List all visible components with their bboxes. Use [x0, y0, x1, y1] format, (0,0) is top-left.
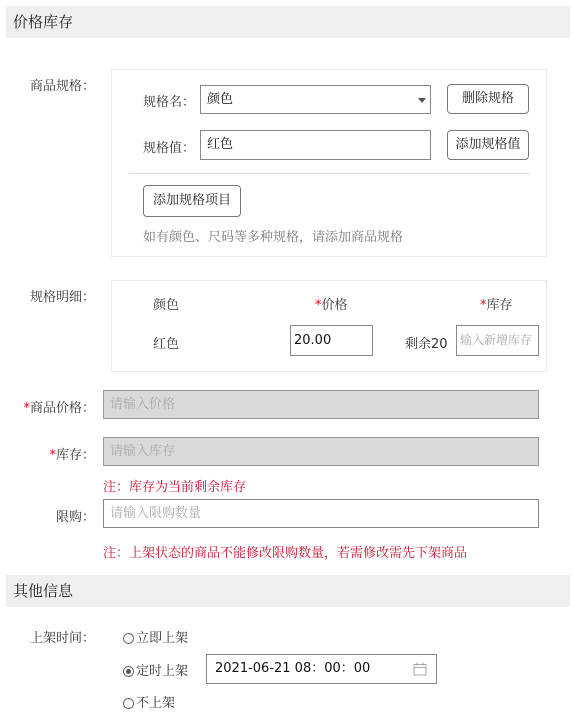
delete-spec-button[interactable]: 删除规格 — [447, 84, 529, 114]
spec-panel — [111, 69, 547, 257]
price-input[interactable]: 请输入价格 — [103, 390, 539, 419]
radio-not-listed[interactable]: 不上架 — [123, 692, 175, 711]
spec-name-label: 规格名： — [143, 95, 196, 110]
spec-divider — [129, 173, 530, 174]
radio-scheduled[interactable]: 定时上架 — [123, 660, 188, 679]
stock-input[interactable]: 请输入库存 — [103, 437, 539, 466]
column-color: 颜色 — [153, 298, 180, 313]
add-spec-value-button[interactable]: 添加规格值 — [447, 130, 529, 160]
row-price-input[interactable]: 20.00 — [290, 325, 373, 356]
limit-note: 注：上架状态的商品不能修改限购数量，若需修改需先下架商品 — [103, 546, 468, 561]
radio-icon — [123, 698, 134, 709]
datetime-value: 2021-06-21 08：00：00 — [215, 661, 371, 676]
stock-note: 注：库存为当前剩余库存 — [103, 480, 247, 495]
row-stock-input[interactable]: 输入新增库存 — [456, 325, 539, 356]
price-label: *商品价格： — [23, 401, 95, 416]
section-title-other-info: 其他信息 — [6, 575, 570, 607]
stock-label: *库存： — [49, 448, 95, 463]
spec-value-input[interactable]: 红色 — [200, 130, 431, 160]
listing-label: 上架时间： — [29, 631, 95, 646]
row-color: 红色 — [153, 337, 180, 352]
spec-label: 商品规格： — [29, 79, 95, 94]
spec-detail-label: 规格明细： — [29, 290, 95, 305]
radio-immediate[interactable]: 立即上架 — [123, 627, 188, 646]
add-spec-item-button[interactable]: 添加规格项目 — [143, 185, 241, 217]
spec-detail-panel — [111, 280, 547, 372]
datetime-input[interactable] — [206, 654, 437, 684]
radio-icon — [123, 633, 134, 644]
row-remaining: 剩余20 — [405, 337, 448, 352]
chevron-down-icon — [418, 98, 426, 103]
spec-name-value: 颜色 — [207, 92, 234, 107]
spec-name-select[interactable] — [200, 85, 431, 114]
spec-value-label: 规格值： — [143, 141, 196, 156]
limit-label: 限购： — [55, 510, 95, 525]
spec-hint: 如有颜色、尺码等多种规格，请添加商品规格 — [143, 230, 404, 245]
limit-input[interactable]: 请输入限购数量 — [103, 499, 539, 528]
calendar-icon — [413, 662, 427, 676]
section-title-price-stock: 价格库存 — [6, 6, 570, 38]
column-stock: *库存 — [480, 298, 513, 313]
column-price: *价格 — [315, 298, 348, 313]
radio-selected-icon — [123, 666, 134, 677]
